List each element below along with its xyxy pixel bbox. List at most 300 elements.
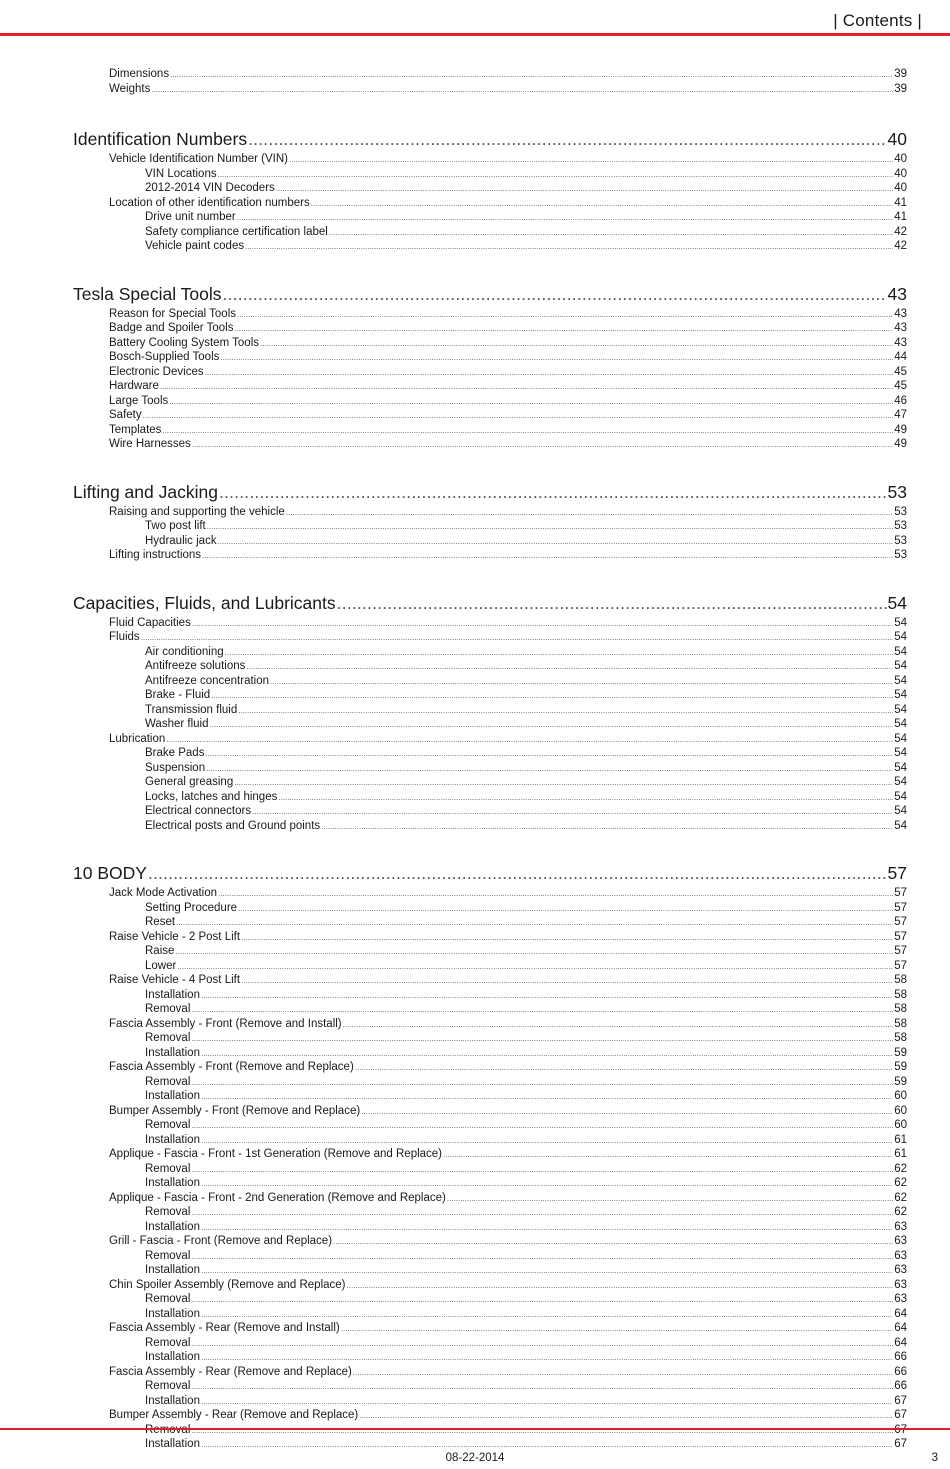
toc-entry[interactable] [109,351,907,366]
toc-entry-title: Installation [145,1394,200,1407]
toc-entry-title: Fascia Assembly - Front (Remove and Install) [109,1017,342,1030]
toc-entry[interactable] [109,366,907,381]
toc-entry-title: Hardware [109,380,159,392]
dot-leader [176,918,893,927]
toc-entry-page: 62 [894,1162,907,1175]
toc-entry-title: Removal [145,1293,191,1305]
toc-entry-page: 62 [894,1206,907,1218]
toc-subentry[interactable] [145,1134,907,1149]
toc-section-entry[interactable] [73,482,907,506]
dot-leader [160,382,893,391]
dot-leader [234,778,893,787]
dot-leader [218,537,894,546]
dot-leader [191,1005,893,1014]
dot-leader [202,551,893,560]
toc-entry-page: 54 [894,761,907,774]
toc-entry-title: Identification Numbers [73,129,248,149]
toc-entry-title: Removal [145,1075,191,1088]
toc-entry-title: Setting Procedure [145,901,238,914]
dot-leader [211,691,893,700]
toc-entry-title: Removal [145,1336,191,1349]
dot-leader [151,85,893,94]
toc-entry-title: Transmission fluid [145,703,238,716]
toc-entry-title: Templates [109,423,162,436]
dot-leader [333,1237,893,1246]
toc-entry-page: 64 [894,1322,907,1334]
dot-leader [191,1426,893,1435]
dot-leader [361,1107,893,1116]
toc-subentry[interactable] [145,1003,907,1018]
toc-subentry[interactable] [145,1293,907,1308]
toc-entry-title: Two post lift [145,520,206,532]
toc-entry-page: 66 [894,1351,907,1363]
toc-entry[interactable] [109,549,907,564]
toc-entry-page: 42 [894,240,907,252]
toc-section-entry[interactable] [73,863,907,887]
toc-entry-page: 43 [894,336,907,349]
toc-entry-title: Dimensions [109,68,170,80]
dot-leader [201,1223,893,1232]
toc-subentry[interactable] [145,791,907,806]
toc-entry-page: 66 [894,1365,907,1378]
toc-entry-title: Badge and Spoiler Tools [109,322,234,334]
dot-leader [148,863,887,884]
toc-entry-page: 67 [894,1438,907,1450]
toc-entry-page: 63 [894,1220,907,1233]
toc-entry-title: Installation [145,1264,200,1276]
toc-subentry[interactable] [145,689,907,704]
toc-entry-title: Installation [145,1351,200,1363]
dot-leader [191,1078,893,1087]
toc-entry-title: Vehicle Identification Number (VIN) [109,153,288,165]
toc-subentry[interactable] [145,945,907,960]
toc-entry-title: Fascia Assembly - Rear (Remove and Install) [109,1322,340,1334]
toc-subentry[interactable] [145,1395,907,1410]
toc-entry-title: Location of other identification numbers [109,196,310,209]
dot-leader [192,440,893,449]
toc-entry-page: 59 [894,1075,907,1088]
toc-entry-page: 53 [894,520,907,532]
toc-entry[interactable] [109,1322,907,1337]
toc-entry-title: Fascia Assembly - Rear (Remove and Replace) [109,1365,352,1378]
toc-entry-page: 43 [887,283,907,304]
toc-entry-title: Wire Harnesses [109,438,191,450]
toc-entry-title: Brake - Fluid [145,689,211,701]
toc-subentry[interactable] [145,1424,907,1439]
toc-entry-page: 43 [894,307,907,320]
toc-entry[interactable] [109,887,907,902]
toc-entry-page: 41 [894,211,907,223]
toc-entry-page: 63 [894,1249,907,1262]
toc-entry-page: 58 [894,1032,907,1044]
toc-section-entry[interactable] [73,129,907,153]
dot-leader [201,1440,893,1449]
toc-entry-page: 63 [894,1235,907,1247]
dot-leader [246,662,893,671]
table-of-contents [0,68,950,1453]
dot-leader [191,1382,893,1391]
toc-entry[interactable] [109,153,907,168]
dot-leader [170,70,893,79]
toc-entry-title: Raise Vehicle - 4 Post Lift [109,974,241,986]
toc-entry[interactable] [109,197,907,212]
toc-entry-page: 57 [887,863,907,883]
toc-entry[interactable] [109,1192,907,1207]
footer-page-number: 3 [931,1452,938,1464]
toc-entry-page: 44 [894,351,907,363]
toc-subentry[interactable] [145,1206,907,1221]
toc-subentry[interactable] [145,1090,907,1105]
toc-entry-title: Antifreeze solutions [145,660,246,672]
dot-leader [276,184,893,193]
toc-entry-page: 67 [894,1409,907,1421]
toc-entry-page: 62 [894,1191,907,1204]
dot-leader [175,947,893,956]
toc-entry-page: 57 [894,916,907,928]
toc-entry-page: 53 [887,481,907,502]
toc-entry-title: Antifreeze concentration [145,674,270,687]
toc-entry-page: 64 [894,1307,907,1320]
toc-entry-title: VIN Locations [145,167,217,180]
toc-entry-title: Washer fluid [145,718,209,730]
toc-subentry[interactable] [145,1380,907,1395]
dot-leader [191,1121,893,1130]
dot-leader [201,1397,893,1406]
toc-entry-title: Installation [145,1133,200,1146]
toc-entry-page: 54 [894,732,907,745]
toc-entry-title: Removal [145,1032,191,1044]
toc-entry-title: Battery Cooling System Tools [109,336,259,349]
toc-entry[interactable] [109,974,907,989]
toc-entry-page: 63 [894,1264,907,1276]
toc-subentry[interactable] [145,1264,907,1279]
toc-entry-title: Bumper Assembly - Front (Remove and Replace) [109,1104,361,1117]
toc-entry-title: Electrical posts and Ground points [145,819,321,832]
dot-leader [205,749,893,758]
toc-entry-title: Chin Spoiler Assembly (Remove and Replace) [109,1278,346,1291]
toc-entry-page: 58 [894,1003,907,1015]
toc-subentry[interactable] [145,1047,907,1062]
toc-entry-title: Installation [145,1090,200,1102]
dot-leader [321,822,893,831]
toc-entry[interactable] [109,337,907,352]
toc-entry-title: Bosch-Supplied Tools [109,351,220,363]
dot-leader [252,807,893,816]
toc-entry-title: Removal [145,1162,191,1175]
dot-leader [241,976,893,985]
toc-subentry[interactable] [145,704,907,719]
dot-leader [286,508,893,517]
toc-entry-title: Installation [145,1220,200,1233]
toc-entry-title: 2012-2014 VIN Decoders [145,182,275,194]
toc-entry-page: 67 [894,1394,907,1407]
toc-entry-title: Removal [145,1003,191,1015]
toc-subentry[interactable] [145,1308,907,1323]
toc-entry[interactable] [109,1235,907,1250]
toc-section-entry[interactable] [73,593,907,617]
toc-entry-page: 57 [894,930,907,943]
toc-entry-title: Suspension [145,761,206,774]
toc-subentry[interactable] [145,240,907,255]
toc-entry-title: Safety compliance certification label [145,225,328,238]
toc-subentry[interactable] [145,960,907,975]
toc-subentry[interactable] [145,675,907,690]
dot-leader [447,1194,893,1203]
toc-entry-title: 10 BODY [73,863,147,883]
toc-subentry[interactable] [145,660,907,675]
toc-subentry[interactable] [145,916,907,931]
dot-leader [353,1368,893,1377]
toc-entry-page: 43 [894,322,907,334]
dot-leader [343,1020,894,1029]
toc-entry-title: Electrical connectors [145,805,252,817]
dot-leader [201,1310,893,1319]
header-rule [0,33,950,36]
toc-entry[interactable] [109,506,907,521]
dot-leader [191,1295,893,1304]
dot-leader [201,1136,893,1145]
toc-entry[interactable] [109,1105,907,1120]
toc-entry-page: 54 [894,805,907,817]
toc-entry-title: Weights [109,82,151,95]
toc-entry[interactable] [109,68,907,83]
toc-subentry[interactable] [145,226,907,241]
dot-leader [210,720,894,729]
toc-entry-page: 40 [894,153,907,165]
toc-entry-title: Removal [145,1380,191,1392]
toc-entry-page: 39 [894,82,907,95]
toc-entry-title: General greasing [145,776,234,788]
dot-leader [192,619,893,628]
toc-entry-title: Lifting and Jacking [73,481,218,502]
dot-leader [191,1034,893,1043]
toc-entry[interactable] [109,1366,907,1381]
toc-entry-title: Raise [145,945,175,957]
toc-entry-title: Raising and supporting the vehicle [109,505,285,518]
toc-subentry[interactable] [145,1351,907,1366]
toc-subentry[interactable] [145,747,907,762]
toc-entry[interactable] [109,380,907,395]
toc-subentry[interactable] [145,1076,907,1091]
toc-entry-title: Tesla Special Tools [73,283,222,304]
dot-leader [311,199,893,208]
dot-leader [141,633,894,642]
toc-entry-page: 57 [894,901,907,914]
toc-entry-title: Jack Mode Activation [109,887,218,899]
toc-entry-title: Installation [145,1307,200,1320]
toc-subentry[interactable] [145,535,907,550]
toc-entry-title: Lower [145,959,177,972]
toc-entry-title: Drive unit number [145,211,236,223]
dot-leader [238,904,893,913]
toc-entry[interactable] [109,1409,907,1424]
dot-leader [218,170,894,179]
toc-entry-page: 54 [887,592,907,613]
toc-entry[interactable] [109,322,907,337]
toc-entry-title: Fluids [109,631,140,643]
toc-entry-page: 59 [894,1061,907,1073]
toc-entry-page: 54 [894,776,907,788]
toc-entry-page: 54 [894,747,907,759]
toc-subentry[interactable] [145,1221,907,1236]
toc-subentry[interactable] [145,646,907,661]
toc-entry-page: 63 [894,1293,907,1305]
toc-entry-title: Removal [145,1249,191,1262]
toc-entry-page: 66 [894,1380,907,1392]
toc-entry-page: 63 [894,1278,907,1291]
toc-entry-page: 41 [894,196,907,209]
dot-leader [191,1208,893,1217]
dot-leader [201,1049,893,1058]
toc-entry[interactable] [109,631,907,646]
dot-leader [241,933,893,942]
toc-entry-title: Air conditioning [145,645,224,658]
toc-entry-title: Installation [145,1438,200,1450]
toc-subentry[interactable] [145,1337,907,1352]
dot-leader [205,368,894,377]
toc-entry[interactable] [109,1018,907,1033]
toc-entry-title: Lubrication [109,732,166,745]
toc-entry-page: 61 [894,1133,907,1146]
toc-entry-page: 53 [894,549,907,561]
dot-leader [278,793,893,802]
toc-entry-title: Reason for Special Tools [109,307,236,320]
toc-entry-page: 45 [894,380,907,392]
toc-entry-page: 54 [894,718,907,730]
dot-leader [248,129,886,150]
toc-subentry[interactable] [145,1438,907,1453]
toc-entry-title: Fascia Assembly - Front (Remove and Replace) [109,1061,354,1073]
toc-subentry[interactable] [145,1032,907,1047]
toc-entry[interactable] [109,424,907,439]
toc-entry-title: Installation [145,1177,200,1189]
toc-entry-page: 53 [894,505,907,518]
toc-entry-title: Removal [145,1119,191,1131]
dot-leader [201,1179,893,1188]
toc-entry-page: 54 [894,790,907,803]
toc-entry-page: 60 [894,1090,907,1102]
toc-entry-page: 54 [894,660,907,672]
dot-leader [329,228,893,237]
toc-subentry[interactable] [145,762,907,777]
dot-leader [289,155,893,164]
toc-entry-page: 61 [894,1148,907,1160]
toc-subentry[interactable] [145,168,907,183]
toc-subentry[interactable] [145,1119,907,1134]
toc-entry-page: 40 [887,129,907,149]
dot-leader [220,353,893,362]
toc-entry-page: 54 [894,674,907,687]
toc-entry-page: 60 [894,1119,907,1131]
toc-entry-title: Installation [145,988,200,1001]
toc-entry-page: 59 [894,1046,907,1059]
toc-entry-page: 46 [894,394,907,407]
dot-leader [169,397,893,406]
toc-entry-page: 57 [894,945,907,957]
toc-entry-title: Large Tools [109,394,169,407]
header-title: | Contents | [833,11,922,30]
toc-subentry[interactable] [145,1250,907,1265]
dot-leader [245,242,893,251]
toc-entry-title: Bumper Assembly - Rear (Remove and Replace) [109,1409,359,1421]
toc-subentry[interactable] [145,718,907,733]
toc-subentry[interactable] [145,211,907,226]
toc-entry-page: 40 [894,182,907,194]
toc-entry-title: Lifting instructions [109,549,202,561]
toc-entry[interactable] [109,617,907,632]
dot-leader [237,310,893,319]
toc-entry-page: 45 [894,365,907,378]
dot-leader [177,962,893,971]
toc-subentry[interactable] [145,776,907,791]
dot-leader [219,482,887,503]
toc-subentry[interactable] [145,989,907,1004]
dot-leader [191,1165,893,1174]
toc-entry-title: Locks, latches and hinges [145,790,278,803]
toc-entry[interactable] [109,1148,907,1163]
dot-leader [143,411,894,420]
toc-subentry[interactable] [145,820,907,835]
dot-leader [238,706,893,715]
toc-entry-title: Capacities, Fluids, and Lubricants [73,592,336,613]
toc-entry[interactable] [109,1279,907,1294]
dot-leader [355,1063,893,1072]
toc-subentry[interactable] [145,1163,907,1178]
dot-leader [237,213,893,222]
toc-entry[interactable] [109,409,907,424]
toc-section-entry[interactable] [73,284,907,308]
toc-entry[interactable] [109,83,907,98]
toc-entry-page: 57 [894,959,907,972]
dot-leader [201,991,893,1000]
toc-entry-page: 54 [894,631,907,643]
toc-entry-title: Electronic Devices [109,365,204,378]
dot-leader [162,426,893,435]
toc-entry[interactable] [109,308,907,323]
toc-entry-page: 54 [894,689,907,701]
toc-entry-title: Vehicle paint codes [145,240,245,252]
toc-entry-title: Removal [145,1206,191,1218]
dot-leader [443,1150,893,1159]
toc-entry-page: 40 [894,167,907,180]
toc-entry-title: Fluid Capacities [109,616,191,629]
dot-leader [166,735,893,744]
toc-subentry[interactable] [145,902,907,917]
dot-leader [359,1411,893,1420]
toc-entry-title: Hydraulic jack [145,534,217,547]
toc-subentry[interactable] [145,182,907,197]
dot-leader [201,1092,893,1101]
toc-entry-page: 54 [894,703,907,716]
dot-leader [234,324,893,333]
toc-entry[interactable] [109,438,907,453]
dot-leader [347,1281,894,1290]
toc-subentry[interactable] [145,1177,907,1192]
dot-leader [270,677,893,686]
toc-entry-page: 58 [894,988,907,1001]
toc-entry-page: 54 [894,819,907,832]
toc-entry[interactable] [109,1061,907,1076]
toc-entry-page: 39 [894,68,907,80]
toc-entry[interactable] [109,395,907,410]
toc-subentry[interactable] [145,805,907,820]
toc-entry[interactable] [109,931,907,946]
toc-entry-page: 64 [894,1336,907,1349]
dot-leader [337,593,887,614]
toc-entry-title: Brake Pads [145,747,205,759]
toc-entry[interactable] [109,733,907,748]
toc-subentry[interactable] [145,520,907,535]
